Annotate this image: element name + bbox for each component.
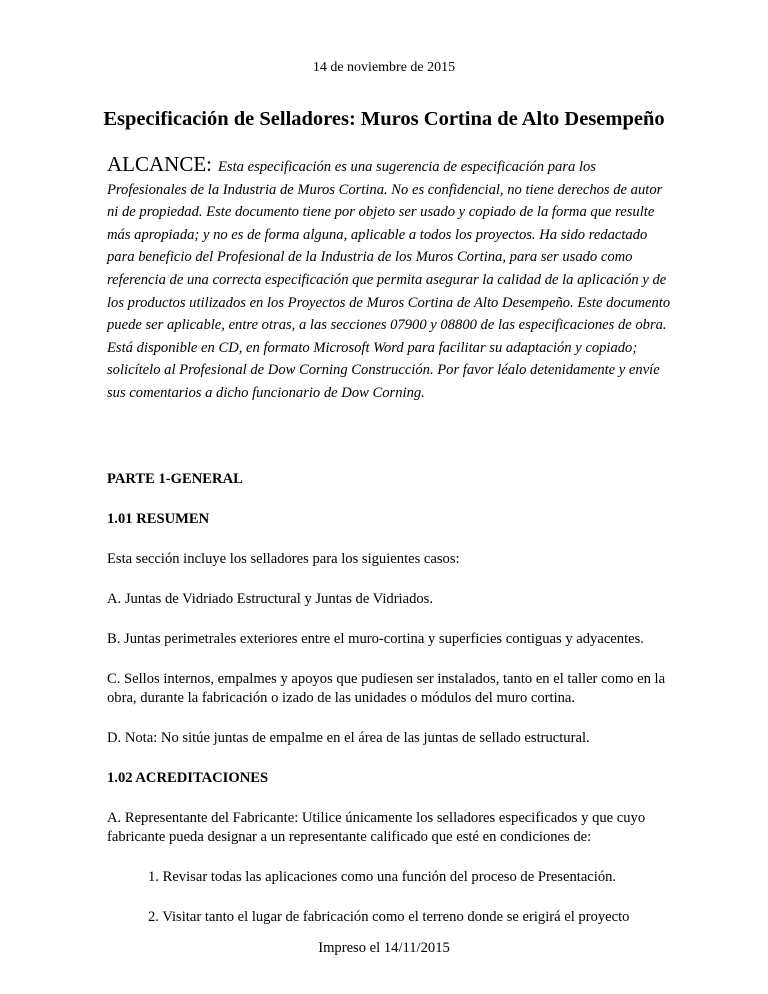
list-item: C. Sellos internos, empalmes y apoyos que pudiesen ser instalados, tanto en el taller como en la obra, durante la fabricación o izado de las unidades o módulos del muro cortina. — [107, 671, 666, 706]
list-item: A. Representante del Fabricante: Utilice únicamente los selladores especificados y que cuyo fabricante pueda designar a un representante calificado que esté en condiciones de: — [107, 810, 646, 845]
main-content — [107, 470, 677, 948]
scope-label: ALCANCE: — [107, 152, 212, 176]
section-heading-acreditaciones: 1.02 ACREDITACIONES — [107, 770, 269, 786]
part-heading: PARTE 1-GENERAL — [107, 471, 243, 487]
list-item: B. Juntas perimetrales exteriores entre el muro-cortina y superficies contiguas y adyacentes. — [107, 631, 644, 647]
scope-text: Esta especificación es una sugerencia de especificación para los Profesionales de la Industria de Muros Cortina. No es confidencial, no tiene derechos de autor ni de propiedad. Este documento tiene por objeto ser usado y copiado de la forma que resulte más apropiada; y no es de forma alguna, aplicable a todos los proyectos. Ha sido redactado para beneficio del Profesional de la Industria de los Muros Cortina, para ser usado como referencia de una correcta especificación que permita asegurar la calidad de la aplicación y de los productos utilizados en los Proyectos de Muros Cortina de Alto Desempeño. Este documento puede ser aplicable, entre otras, a las secciones 07900 y 08800 de las especificaciones de obra. Está disponible en CD, en formato Microsoft Word para facilitar su adaptación y copiado; solicítelo al Profesional de Dow Corning Construcción. Por favor léalo detenidamente y envíe sus comentarios a dicho funcionario de Dow Corning. — [107, 159, 671, 401]
sub-list-item: 1. Revisar todas las aplicaciones como una función del proceso de Presentación. — [148, 869, 617, 885]
footer-printed-date: Impreso el 14/11/2015 — [318, 940, 450, 956]
section-intro: Esta sección incluye los selladores para los siguientes casos: — [107, 551, 460, 567]
sub-list-item: 2. Visitar tanto el lugar de fabricación como el terreno donde se erigirá el proyecto — [148, 909, 630, 925]
header-date: 14 de noviembre de 2015 — [312, 60, 456, 75]
section-heading-resumen: 1.01 RESUMEN — [107, 511, 210, 527]
scope-section — [107, 153, 677, 405]
document-title: Especificación de Selladores: Muros Cortina de Alto Desempeño — [103, 108, 665, 130]
list-item: A. Juntas de Vidriado Estructural y Juntas de Vidriados. — [107, 591, 434, 607]
list-item: D. Nota: No sitúe juntas de empalme en el área de las juntas de sellado estructural. — [107, 730, 590, 746]
